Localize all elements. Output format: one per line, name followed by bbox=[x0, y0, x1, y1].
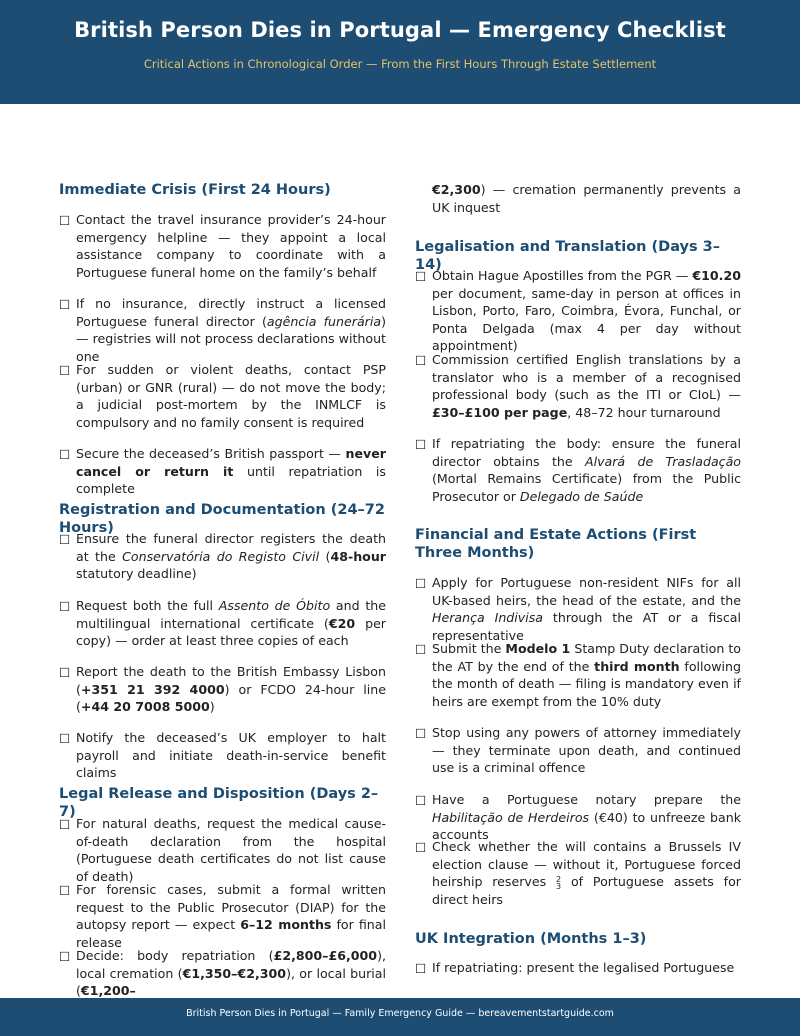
item-text: If no insurance, directly instruct a licensed Portuguese funeral director ( bbox=[76, 296, 386, 329]
item-text: Contact the travel insurance provider’s 24-hour emergency helpline — they appoint a local assistance company to coordinate with a Portuguese funeral home on the family’s behalf bbox=[76, 212, 386, 280]
item-text: Submit the bbox=[432, 641, 506, 656]
item-text: Request both the full bbox=[76, 598, 219, 613]
item-text: , 48–72 hour turnaround bbox=[567, 404, 721, 420]
checkbox-icon[interactable]: ☐ bbox=[59, 599, 71, 614]
item-text: of Portuguese assets for direct heirs bbox=[432, 874, 741, 907]
section-title: Legalisation and Translation (Days 3–14) bbox=[415, 239, 721, 273]
item-text: Have a Portuguese notary prepare the bbox=[432, 792, 741, 807]
checkbox-icon[interactable]: ☐ bbox=[59, 363, 71, 378]
bold-text: £30–£100 per page bbox=[432, 404, 568, 420]
bold-text: never cancel or return it bbox=[76, 446, 386, 479]
item-text: until repatriation is complete bbox=[76, 463, 386, 497]
item-text: (€40) to unfreeze bank accounts bbox=[432, 809, 741, 843]
checklist-item[interactable] bbox=[59, 361, 386, 431]
checklist-item[interactable] bbox=[59, 295, 386, 365]
checkbox-icon[interactable]: ☐ bbox=[59, 532, 71, 547]
checkbox-icon[interactable]: ☐ bbox=[59, 213, 71, 228]
item-text: (Mortal Remains Certificate) from the Public Prosecutor or bbox=[432, 471, 741, 504]
item-text: For sudden or violent deaths, contact PSP (urban) or GNR (rural) — do not move the body; a judicial post-mortem by the INMLCF is compulsory and no family consent is required bbox=[76, 362, 386, 430]
checklist-item[interactable] bbox=[415, 351, 741, 421]
bold-text: €20 bbox=[328, 615, 356, 631]
bold-text: Modelo 1 bbox=[505, 641, 571, 656]
item-text: for final release bbox=[76, 917, 386, 950]
checklist-item[interactable] bbox=[415, 724, 741, 777]
checklist-item[interactable] bbox=[415, 959, 741, 977]
checkbox-icon[interactable]: ☐ bbox=[415, 961, 427, 976]
checklist-item[interactable] bbox=[59, 729, 386, 782]
item-text: ) — cremation permanently prevents a UK inquest bbox=[432, 182, 741, 215]
checklist-item[interactable] bbox=[415, 791, 741, 844]
bold-text: £2,800–£6,000 bbox=[273, 948, 378, 963]
bold-text: €2,300 bbox=[432, 182, 481, 197]
checklist-item[interactable] bbox=[59, 663, 386, 716]
item-text: Stamp Duty declaration to the AT by the end of the bbox=[432, 641, 741, 674]
checkbox-icon[interactable]: ☐ bbox=[415, 642, 427, 657]
italic-text: Delegado de Saúde bbox=[519, 488, 644, 504]
item-text: ) — registries will not process declarations without one bbox=[76, 313, 386, 364]
item-text: Decide: body repatriation ( bbox=[76, 948, 274, 963]
page-footer: British Person Dies in Portugal — Family Emergency Guide — bereavementstartguide.com bbox=[0, 998, 800, 1036]
checkbox-icon[interactable]: ☐ bbox=[59, 297, 71, 312]
item-text: ( bbox=[319, 548, 331, 564]
checklist-item[interactable] bbox=[415, 838, 741, 908]
item-text: through the AT or a fiscal representative bbox=[432, 610, 741, 643]
checkbox-icon[interactable]: ☐ bbox=[59, 447, 71, 462]
item-text: ) bbox=[209, 699, 215, 715]
item-text: ), local cremation ( bbox=[76, 948, 386, 981]
checklist-item[interactable] bbox=[415, 267, 741, 355]
bold-text: +351 21 392 4000 bbox=[80, 681, 225, 697]
section-title: Financial and Estate Actions (First Three Months) bbox=[415, 527, 697, 561]
item-text: per copy) — order at least three copies of each bbox=[76, 615, 386, 649]
bold-text: €10.20 bbox=[692, 268, 741, 283]
italic-text: Herança Indivisa bbox=[432, 610, 544, 626]
item-text: For forensic cases, submit a formal written request to the Public Prosecutor (DIAP) for the autopsy report — expect bbox=[76, 882, 386, 933]
item-text: If repatriating: present the legalised Portuguese bbox=[432, 960, 735, 975]
section-title: Registration and Documentation (24–72 Hours) bbox=[59, 502, 385, 536]
item-text: Secure the deceased’s British passport — bbox=[76, 446, 346, 461]
fraction: 2 3 bbox=[556, 874, 562, 891]
item-text: Stop using any powers of attorney immediately — they terminate upon death, and continued use is a criminal offence bbox=[432, 725, 741, 776]
item-text: Ensure the funeral director registers the death at the bbox=[76, 531, 386, 564]
checklist-item[interactable] bbox=[59, 947, 386, 1000]
section-title: UK Integration (Months 1–3) bbox=[415, 931, 647, 947]
checklist-item[interactable] bbox=[59, 211, 386, 281]
checkbox-icon[interactable]: ☐ bbox=[59, 883, 71, 898]
bold-text: 6–12 months bbox=[240, 917, 332, 933]
checklist-item[interactable] bbox=[59, 530, 386, 583]
italic-text: agência funerária bbox=[266, 313, 382, 329]
checkbox-icon[interactable]: ☐ bbox=[59, 949, 71, 964]
checkbox-icon[interactable]: ☐ bbox=[415, 437, 427, 452]
item-text: ) or FCDO 24-hour line ( bbox=[76, 681, 387, 715]
checkbox-icon[interactable]: ☐ bbox=[415, 726, 427, 741]
item-text: following the month of death — filing is mandatory even if heirs are exempt from the 10% duty bbox=[432, 658, 742, 709]
checklist-item[interactable] bbox=[59, 445, 386, 498]
italic-text: Alvará de Trasladação bbox=[584, 453, 742, 469]
item-text: Commission certified English translations by a translator who is a member of a recognised professional body (such as the ITI or CIoL) — bbox=[432, 352, 741, 403]
bold-text: third month bbox=[594, 658, 680, 674]
checklist-item[interactable] bbox=[59, 815, 386, 885]
bold-text: 48-hour bbox=[330, 548, 386, 564]
checklist-item[interactable] bbox=[59, 881, 386, 951]
item-text: Apply for Portuguese non-resident NIFs for all UK-based heirs, the head of the estate, and the bbox=[432, 575, 741, 608]
checkbox-icon[interactable]: ☐ bbox=[415, 576, 427, 591]
checklist-item[interactable] bbox=[415, 435, 741, 505]
item-text: Notify the deceased’s UK employer to halt payroll and initiate death-in-service benefit claims bbox=[76, 730, 386, 781]
section-title: Immediate Crisis (First 24 Hours) bbox=[59, 182, 331, 198]
italic-text: Conservatória do Registo Civil bbox=[122, 548, 320, 564]
bold-text: €1,350–€2,300 bbox=[182, 965, 287, 981]
checkbox-icon[interactable]: ☐ bbox=[59, 665, 71, 680]
checklist-item[interactable] bbox=[415, 574, 741, 644]
item-text: If repatriating the body: ensure the funeral director obtains the bbox=[432, 436, 741, 469]
item-text: per document, same-day in person at offices in Lisbon, Porto, Faro, Coimbra, Évora, Funchal, or Ponta Delgada (max 4 per day without appointment) bbox=[432, 285, 741, 354]
item-text: and the multilingual international certificate ( bbox=[76, 598, 386, 631]
item-text: Report the death to the British Embassy Lisbon ( bbox=[76, 664, 386, 697]
page-subtitle: Critical Actions in Chronological Order — From the First Hours Through Estate Settlement bbox=[143, 57, 657, 71]
italic-text: Assento de Óbito bbox=[218, 598, 331, 613]
checklist-item-continued bbox=[415, 181, 741, 216]
page-header bbox=[0, 0, 800, 104]
item-text: ), or local burial ( bbox=[76, 965, 386, 999]
bold-text: +44 20 7008 5000 bbox=[80, 699, 210, 715]
checkbox-icon[interactable]: ☐ bbox=[59, 817, 71, 832]
checkbox-icon[interactable]: ☐ bbox=[415, 793, 427, 808]
italic-text: Habilitação de Herdeiros bbox=[432, 809, 590, 825]
section-title: Legal Release and Disposition (Days 2–7) bbox=[59, 786, 379, 820]
checklist-item[interactable] bbox=[59, 597, 386, 650]
checkbox-icon[interactable]: ☐ bbox=[415, 353, 427, 368]
item-text: Check whether the will contains a Brussels IV election clause — without it, Portuguese forced heirship reserves bbox=[432, 839, 741, 890]
checkbox-icon[interactable]: ☐ bbox=[415, 840, 427, 855]
checkbox-icon[interactable]: ☐ bbox=[415, 269, 427, 284]
bold-text: €1,200– bbox=[80, 983, 136, 999]
checkbox-icon[interactable]: ☐ bbox=[59, 731, 71, 746]
item-text: For natural deaths, request the medical cause-of-death declaration from the hospital (Portuguese death certificates do not list cause of death) bbox=[76, 816, 386, 884]
item-text: statutory deadline) bbox=[76, 566, 197, 582]
page-title: British Person Dies in Portugal — Emergency Checklist bbox=[74, 18, 726, 42]
checklist-item[interactable] bbox=[415, 640, 741, 710]
item-text: Obtain Hague Apostilles from the PGR — bbox=[432, 268, 693, 283]
